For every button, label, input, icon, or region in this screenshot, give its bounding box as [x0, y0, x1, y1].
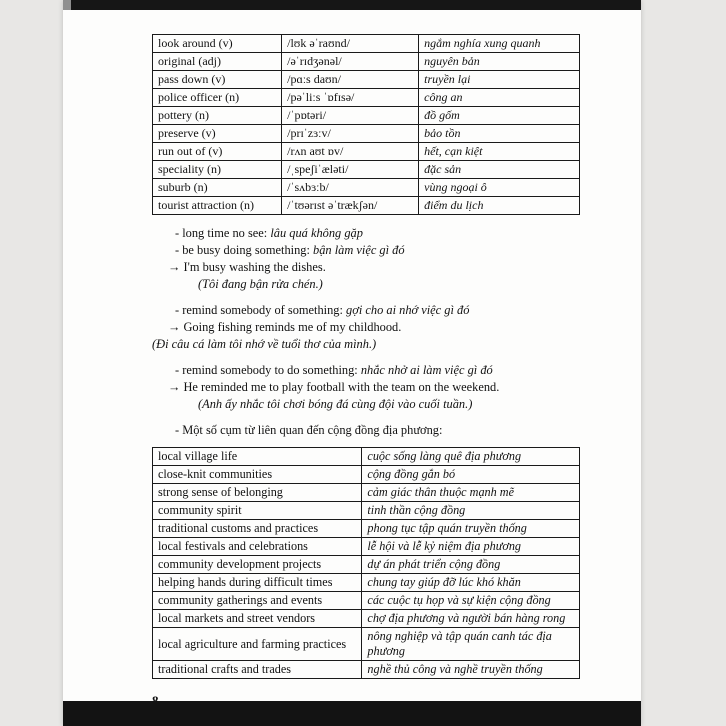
document-page: [63, 0, 641, 726]
vocab-word: look around (v): [153, 35, 282, 53]
phrase-row: [153, 574, 580, 592]
note-line: [152, 336, 580, 353]
phrase-vi: lễ hội và lễ kỷ niệm địa phương: [362, 538, 580, 556]
phrase-en: traditional customs and practices: [153, 520, 362, 538]
note-line: [152, 259, 580, 276]
vocab-word: original (adj): [153, 53, 282, 71]
vocab-word: suburb (n): [153, 179, 282, 197]
phrase-row: [153, 661, 580, 679]
phrase-en: community development projects: [153, 556, 362, 574]
notes-block: [152, 225, 580, 439]
note-line: [152, 396, 580, 413]
note-plain: - remind somebody of something:: [175, 303, 347, 317]
vocab-row: [153, 125, 580, 143]
note-italic: (Đi câu cá làm tôi nhớ về tuổi thơ của mình.): [152, 337, 377, 351]
phrase-en: strong sense of belonging: [153, 484, 362, 502]
phrase-row: [153, 484, 580, 502]
phrase-row: [153, 538, 580, 556]
phrase-vi: tinh thần cộng đồng: [362, 502, 580, 520]
phrase-row: [153, 592, 580, 610]
note-line: [152, 362, 580, 379]
phrase-vi: cuộc sống làng quê địa phương: [362, 448, 580, 466]
note-italic: (Tôi đang bận rửa chén.): [198, 277, 323, 291]
book-edge-top: [71, 0, 641, 10]
vocab-row: [153, 143, 580, 161]
vocab-ipa: /əˈrɪdʒənəl/: [282, 53, 419, 71]
vocab-meaning: bảo tồn: [419, 125, 580, 143]
phrase-row: [153, 448, 580, 466]
vocab-meaning: điểm du lịch: [419, 197, 580, 215]
phrase-en: local village life: [153, 448, 362, 466]
phrase-en: community gatherings and events: [153, 592, 362, 610]
note-italic: gợi cho ai nhớ việc gì đó: [346, 303, 470, 317]
vocab-ipa: /lʊk əˈraʊnd/: [282, 35, 419, 53]
note-italic: nhắc nhở ai làm việc gì đó: [360, 363, 493, 377]
phrase-en: local markets and street vendors: [153, 610, 362, 628]
phrase-vi: phong tục tập quán truyền thống: [362, 520, 580, 538]
vocab-ipa: /ˈpɒtəri/: [282, 107, 419, 125]
page-corner-shade: [63, 0, 71, 10]
phrase-row: [153, 628, 580, 661]
vocab-meaning: hết, cạn kiệt: [419, 143, 580, 161]
phrase-row: [153, 466, 580, 484]
phrase-row: [153, 502, 580, 520]
vocab-word: pottery (n): [153, 107, 282, 125]
vocab-word: speciality (n): [153, 161, 282, 179]
vocab-meaning: công an: [419, 89, 580, 107]
phrase-vi: cộng đồng gắn bó: [362, 466, 580, 484]
phrase-vi: nông nghiệp và tập quán canh tác địa phương: [362, 628, 580, 661]
vocab-ipa: /rʌn aʊt ɒv/: [282, 143, 419, 161]
note-line: [152, 276, 580, 293]
phrase-vi: chung tay giúp đỡ lúc khó khăn: [362, 574, 580, 592]
vocab-ipa: /pəˈliːs ˈɒfɪsə/: [282, 89, 419, 107]
phrase-en: local festivals and celebrations: [153, 538, 362, 556]
phrase-en: close-knit communities: [153, 466, 362, 484]
note-plain: → Going fishing reminds me of my childhood.: [168, 320, 402, 334]
vocab-row: [153, 71, 580, 89]
vocab-row: [153, 179, 580, 197]
vocab-ipa: /ˈsʌbɜːb/: [282, 179, 419, 197]
vocab-meaning: nguyên bản: [419, 53, 580, 71]
vocab-meaning: ngắm nghía xung quanh: [419, 35, 580, 53]
note-italic: lâu quá không gặp: [270, 226, 363, 240]
page-content: [152, 34, 580, 709]
vocab-word: pass down (v): [153, 71, 282, 89]
vocab-meaning: truyền lại: [419, 71, 580, 89]
vocab-ipa: /prɪˈzɜːv/: [282, 125, 419, 143]
vocab-row: [153, 161, 580, 179]
note-plain: - be busy doing something:: [175, 243, 314, 257]
note-plain: → I'm busy washing the dishes.: [168, 260, 326, 274]
note-plain: - long time no see:: [175, 226, 271, 240]
note-line: [152, 319, 580, 336]
phrase-vi: chợ địa phương và người bán hàng rong: [362, 610, 580, 628]
vocab-word: run out of (v): [153, 143, 282, 161]
phrase-en: traditional crafts and trades: [153, 661, 362, 679]
phrase-en: local agriculture and farming practices: [153, 628, 362, 661]
vocab-meaning: đồ gốm: [419, 107, 580, 125]
phrase-vi: dự án phát triển cộng đồng: [362, 556, 580, 574]
note-line: [152, 422, 580, 439]
vocab-row: [153, 35, 580, 53]
phrase-table: [152, 447, 580, 679]
phrase-en: helping hands during difficult times: [153, 574, 362, 592]
vocab-meaning: vùng ngoại ô: [419, 179, 580, 197]
note-plain: - Một số cụm từ liên quan đến cộng đồng địa phương:: [175, 423, 443, 437]
phrase-vi: nghề thủ công và nghề truyền thống: [362, 661, 580, 679]
phrase-row: [153, 556, 580, 574]
note-plain: - remind somebody to do something:: [175, 363, 361, 377]
vocab-ipa: /ˈtʊərɪst əˈtrækʃən/: [282, 197, 419, 215]
phrase-row: [153, 520, 580, 538]
vocab-row: [153, 107, 580, 125]
vocab-meaning: đặc sản: [419, 161, 580, 179]
note-line: [152, 379, 580, 396]
vocab-word: tourist attraction (n): [153, 197, 282, 215]
note-plain: → He reminded me to play football with the team on the weekend.: [168, 380, 500, 394]
phrase-vi: cảm giác thân thuộc mạnh mẽ: [362, 484, 580, 502]
book-edge-bottom: [63, 701, 641, 726]
vocab-ipa: /ˌspeʃiˈæləti/: [282, 161, 419, 179]
vocab-word: police officer (n): [153, 89, 282, 107]
vocab-row: [153, 53, 580, 71]
phrase-vi: các cuộc tụ họp và sự kiện cộng đồng: [362, 592, 580, 610]
phrase-en: community spirit: [153, 502, 362, 520]
vocab-word: preserve (v): [153, 125, 282, 143]
note-italic: (Anh ấy nhắc tôi chơi bóng đá cùng đội vào cuối tuần.): [198, 397, 473, 411]
note-line: [152, 302, 580, 319]
vocab-row: [153, 197, 580, 215]
phrase-row: [153, 610, 580, 628]
vocab-table: [152, 34, 580, 215]
note-line: [152, 225, 580, 242]
vocab-row: [153, 89, 580, 107]
vocab-ipa: /pɑːs daʊn/: [282, 71, 419, 89]
note-italic: bận làm việc gì đó: [313, 243, 405, 257]
note-line: [152, 242, 580, 259]
